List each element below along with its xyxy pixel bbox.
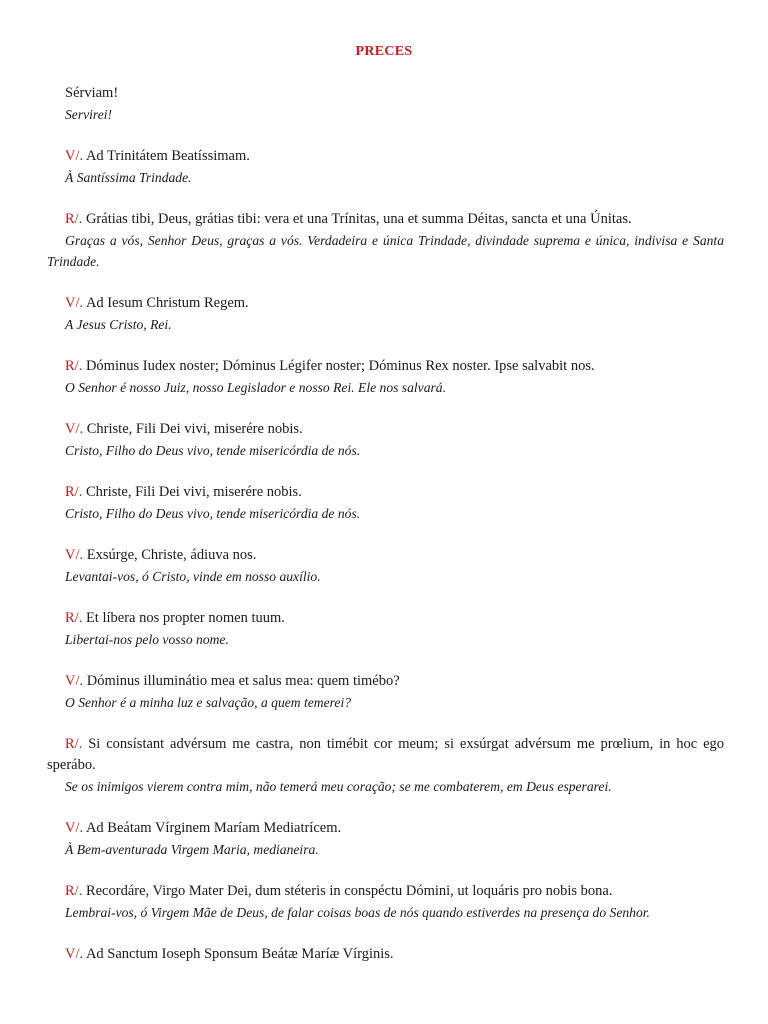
latin-line [47,734,724,776]
latin-line [47,419,724,440]
prayer-block [47,83,724,125]
portuguese-translation: À Bem-aventurada Virgem Maria, medianeira. [65,842,319,857]
portuguese-translation: À Santíssima Trindade. [65,170,192,185]
latin-line [47,881,724,902]
latin-text: Christe, Fili Dei vivi, miserére nobis. [86,421,303,437]
latin-text: Exsúrge, Christe, ádiuva nos. [86,547,257,563]
latin-line [47,818,724,839]
response-marker: R/. [65,610,83,626]
portuguese-translation: Libertai-nos pelo vosso nome. [65,632,229,647]
latin-text: Christe, Fili Dei vivi, miserére nobis. [85,484,302,500]
response-marker: R/. [65,211,83,227]
latin-line [47,944,724,965]
portuguese-translation: O Senhor é a minha luz e salvação, a quem temerei? [65,695,352,710]
portuguese-translation: Graças a vós, Senhor Deus, graças a vós. Verdadeira e única Trindade, divindade suprema e única, indivisa e Santa Trindade. [47,233,724,269]
prayer-block [47,293,724,335]
prayer-block [47,881,724,923]
portuguese-translation: O Senhor é nosso Juiz, nosso Legislador e nosso Rei. Ele nos salvará. [65,380,446,395]
latin-text: Ad Iesum Christum Regem. [85,295,249,311]
latin-line [47,293,724,314]
versicle-marker: V/. [65,820,84,836]
prayer-body [47,83,724,986]
latin-text: Ad Sanctum Ioseph Sponsum Beátæ Maríæ Vírginis. [85,946,394,962]
prayer-block [47,146,724,188]
prayer-block [47,818,724,860]
response-marker: R/. [65,883,83,899]
latin-line [47,146,724,167]
prayer-block [47,608,724,650]
prayer-block [47,671,724,713]
portuguese-translation: Servirei! [65,107,113,122]
portuguese-translation: A Jesus Cristo, Rei. [65,317,172,332]
portuguese-translation: Cristo, Filho do Deus vivo, tende misericórdia de nós. [65,443,361,458]
latin-line [47,671,724,692]
response-marker: R/. [65,736,83,752]
latin-line [47,608,724,629]
portuguese-translation: Lembrai-vos, ó Virgem Mãe de Deus, de falar coisas boas de nós quando estiverdes na presença do Senhor. [65,905,650,920]
versicle-marker: V/. [65,946,84,962]
latin-text: Dóminus Iudex noster; Dóminus Légifer noster; Dóminus Rex noster. Ipse salvabit nos. [85,358,595,374]
latin-line [47,209,724,230]
latin-text: Sérviam! [65,85,119,101]
prayer-block [47,482,724,524]
latin-text: Recordáre, Virgo Mater Dei, dum stéteris in conspéctu Dómini, ut loquáris pro nobis bona. [85,883,613,899]
page-title: PRECES [355,44,413,59]
versicle-marker: V/. [65,547,84,563]
prayer-block [47,209,724,272]
prayer-block [47,356,724,398]
prayer-block [47,545,724,587]
versicle-marker: V/. [65,421,84,437]
latin-line [47,83,724,104]
portuguese-translation: Se os inimigos vierem contra mim, não temerá meu coração; se me combaterem, em Deus esperarei. [65,779,612,794]
versicle-marker: V/. [65,148,84,164]
latin-line [47,356,724,377]
prayer-block [47,419,724,461]
latin-line [47,545,724,566]
versicle-marker: V/. [65,295,84,311]
response-marker: R/. [65,484,83,500]
prayer-block [47,944,724,965]
latin-text: Et líbera nos propter nomen tuum. [85,610,285,626]
latin-line [47,482,724,503]
latin-text: Dóminus illuminátio mea et salus mea: quem timébo? [86,673,400,689]
versicle-marker: V/. [65,673,84,689]
prayer-block [47,734,724,797]
latin-text: Ad Trinitátem Beatíssimam. [85,148,250,164]
portuguese-translation: Levantai-vos, ó Cristo, vinde em nosso auxílio. [65,569,321,584]
latin-text: Ad Beátam Vírginem Maríam Mediatrícem. [85,820,342,836]
response-marker: R/. [65,358,83,374]
latin-text: Si consístant advérsum me castra, non timébit cor meum; si exsúrgat advérsum me prœlium, in hoc ego sperábo. [47,736,725,773]
latin-text: Grátias tibi, Deus, grátias tibi: vera et una Trínitas, una et summa Déitas, sancta et una Únitas. [85,211,632,227]
portuguese-translation: Cristo, Filho do Deus vivo, tende misericórdia de nós. [65,506,361,521]
